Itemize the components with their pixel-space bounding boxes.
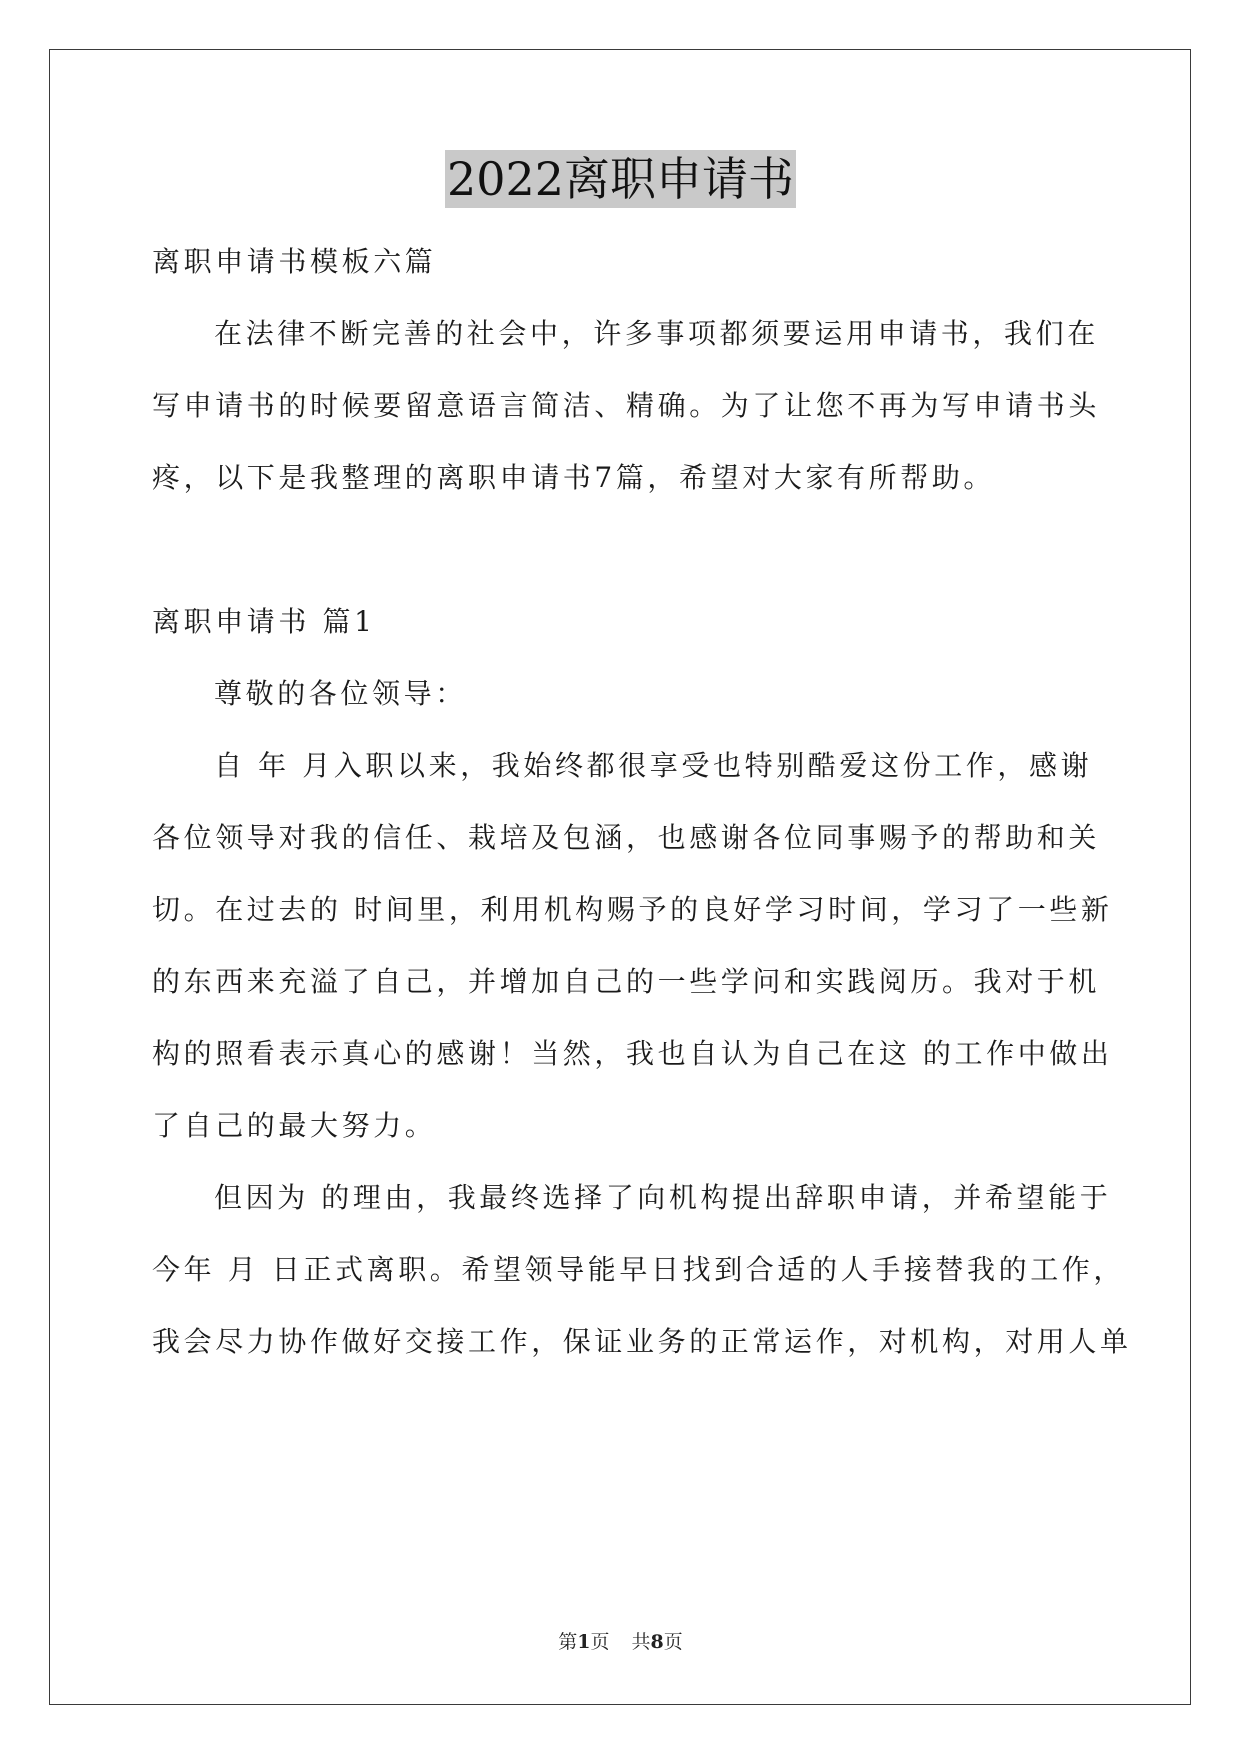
intro-line-3: 疼，以下是我整理的离职申请书7篇，希望对大家有所帮助。	[152, 461, 996, 494]
footer-page-suffix: 页	[590, 1631, 610, 1653]
title-container	[0, 150, 1241, 208]
intro-line-1: 在法律不断完善的社会中，许多事项都须要运用申请书，我们在	[214, 317, 1099, 350]
para1-line-5: 构的照看表示真心的感谢！当然，我也自认为自己在这 的工作中做出	[152, 1037, 1113, 1070]
intro-line-2: 写申请书的时候要留意语言简洁、精确。为了让您不再为写申请书头	[152, 389, 1101, 422]
para1-line-3: 切。在过去的 时间里，利用机构赐予的良好学习时间，学习了一些新	[152, 893, 1113, 926]
footer-total-prefix: 共	[631, 1631, 651, 1653]
page-border	[49, 49, 1191, 1705]
para2-line-2: 今年 月 日正式离职。希望领导能早日找到合适的人手接替我的工作，	[152, 1253, 1126, 1286]
salutation: 尊敬的各位领导：	[214, 677, 467, 710]
para1-line-1: 自 年 月入职以来，我始终都很享受也特别酷爱这份工作，感谢	[214, 749, 1093, 782]
document-subtitle: 离职申请书模板六篇	[152, 245, 437, 278]
para2-line-1: 但因为 的理由，我最终选择了向机构提出辞职申请，并希望能于	[214, 1181, 1112, 1214]
document-title: 2022离职申请书	[446, 152, 795, 206]
para1-line-4: 的东西来充溢了自己，并增加自己的一些学问和实践阅历。我对于机	[152, 965, 1101, 998]
page-footer	[0, 1630, 1241, 1654]
para1-line-2: 各位领导对我的信任、栽培及包涵，也感谢各位同事赐予的帮助和关	[152, 821, 1101, 854]
footer-page-prefix: 第	[558, 1631, 578, 1653]
footer-page-number: 1	[577, 1631, 591, 1653]
section-heading: 离职申请书 篇1	[152, 605, 376, 638]
footer-total-pages: 8	[650, 1631, 664, 1653]
para2-line-3: 我会尽力协作做好交接工作，保证业务的正常运作，对机构，对用人单	[152, 1325, 1132, 1358]
para1-line-6: 了自己的最大努力。	[152, 1109, 437, 1142]
footer-total-suffix: 页	[663, 1631, 683, 1653]
